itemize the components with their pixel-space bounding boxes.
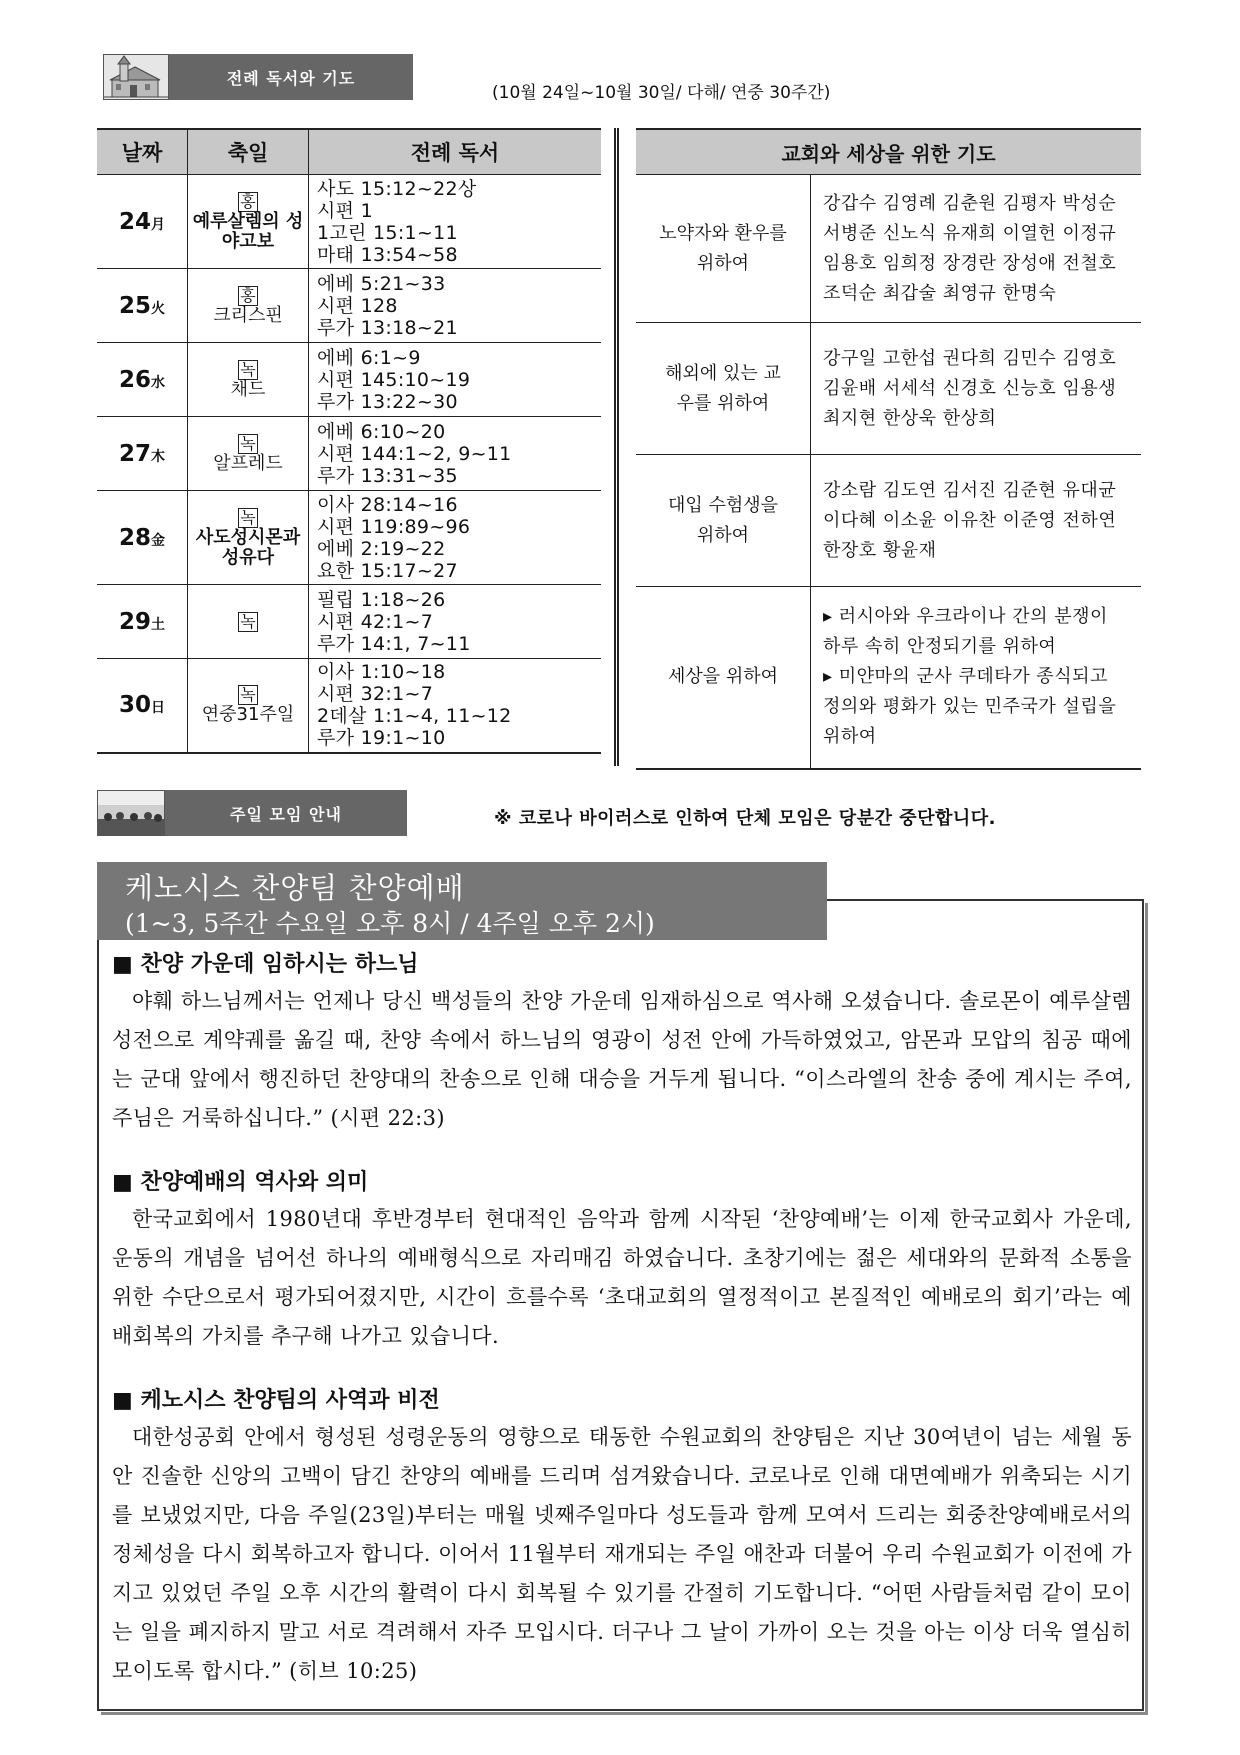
day-number: 26 — [118, 366, 151, 393]
reading-ref: 루가 14:1, 7~11 — [317, 632, 471, 655]
readings-row — [97, 585, 601, 659]
meeting-header — [97, 790, 407, 836]
feast-cell — [188, 269, 309, 343]
reading-ref: 사도 15:12~22상 — [317, 177, 477, 200]
weekday: 火 — [151, 300, 165, 317]
feast-cell — [188, 659, 309, 753]
prayer-names — [811, 175, 1142, 323]
liturgical-color: 녹 — [240, 685, 256, 705]
prayer-row — [636, 455, 1141, 587]
readings-row — [97, 659, 601, 753]
weekday: 月 — [151, 216, 165, 233]
readings-cell — [309, 585, 602, 659]
liturgical-color: 녹 — [240, 611, 256, 631]
meeting-photo — [97, 790, 165, 836]
church-icon — [103, 54, 169, 100]
feast-name: 채드 — [230, 378, 266, 400]
reading-ref: 시편 128 — [317, 294, 398, 317]
section-body: 야훼 하느님께서는 언제나 당신 백성들의 찬양 가운데 임재하심으로 역사해 오셨습니다. 솔로몬이 예루살렘 성전으로 계약궤를 옮길 때, 찬양 속에서 하느님의 영광이 성전 안에 가득하였었고, 암몬과 모압의 침공 때에는 군대 앞에서 행진하던 찬양대의 찬송으로 인해 대승을 거두게 됩니다. “이스라엘의 찬송 중에 계시는 주여, 주님은 거룩하십니다.” (시편 22:3) — [112, 989, 1132, 1130]
readings-cell — [309, 491, 602, 585]
col-date: 날짜 — [97, 129, 188, 175]
feast-cell — [188, 585, 309, 659]
kenosis-section-3 — [112, 1384, 1132, 1691]
kenosis-section-2 — [112, 1166, 1132, 1356]
readings-row — [97, 175, 601, 269]
section-heading: ■ 찬양예배의 역사와 의미 — [112, 1170, 369, 1195]
day-number: 27 — [118, 440, 151, 467]
liturgical-color: 홍 — [240, 191, 256, 211]
prayer-line: ▸ 미얀마의 군사 쿠데타가 종식되고 — [823, 666, 1108, 688]
prayer-topic — [636, 455, 811, 587]
section-heading: ■ 케노시스 찬양팀의 사역과 비전 — [112, 1388, 440, 1413]
kenosis-section-1 — [112, 948, 1132, 1138]
prayer-line: 정의와 평화가 있는 민주국가 설립을 — [823, 696, 1117, 718]
reading-ref: 시편 1 — [317, 199, 374, 222]
date-cell — [97, 269, 188, 343]
reading-ref: 시편 42:1~7 — [317, 610, 434, 633]
week-info: (10월 24일~10월 30일/ 다해/ 연중 30주간) — [492, 83, 831, 103]
day-number: 25 — [118, 292, 151, 319]
liturgical-color: 녹 — [240, 359, 256, 379]
date-cell — [97, 343, 188, 417]
day-number: 30 — [118, 692, 151, 719]
prayer-topic-text: 해외에 있는 교우를 위하여 — [665, 362, 781, 414]
covid-notice: ※ 코로나 바이러스로 인하여 단체 모임은 당분간 중단합니다. — [494, 808, 997, 829]
weekday: 土 — [151, 616, 165, 633]
date-cell — [97, 659, 188, 753]
date-cell — [97, 417, 188, 491]
section-body: 대한성공회 안에서 형성된 성령운동의 영향으로 태동한 수원교회의 찬양팀은 지난 30여년이 넘는 세월 동안 진솔한 신앙의 고백이 담긴 찬양의 예배를 드리며 섬겨왔습니다. 코로나로 인해 대면예배가 위축되는 시기를 보냈었지만, 다음 주일(23일)부터는 매월 넷째주일마다 성도들과 함께 모여서 드리는 회중찬양예배로서의 정체성을 다시 회복하고자 합니다. 이어서 11월부터 재개되는 주일 애찬과 더불어 우리 수원교회가 이전에 가지고 있었던 주일 오후 시간의 활력이 다시 회복될 수 있기를 간절히 기도합니다. “어떤 사람들처럼 같이 모이는 일을 폐지하지 말고 서로 격려해서 자주 모입시다. 더구나 그 날이 가까이 오는 것을 아는 이상 더욱 열심히 모이도록 합시다.” (히브 10:25) — [112, 1425, 1132, 1683]
prayer-topic-text: 노약자와 환우를 위하여 — [659, 222, 787, 274]
reading-ref: 시편 144:1~2, 9~11 — [317, 442, 512, 465]
reading-ref: 에베 5:21~33 — [317, 272, 446, 295]
meeting-header-title: 주일 모임 안내 — [165, 790, 407, 836]
readings-cell — [309, 417, 602, 491]
prayer-topic-text: 대입 수험생을 위하여 — [667, 494, 779, 546]
reading-ref: 루가 13:31~35 — [317, 464, 458, 487]
feast-name: 알프레드 — [213, 452, 283, 474]
readings-cell — [309, 659, 602, 753]
day-number: 29 — [118, 608, 151, 635]
reading-ref: 루가 13:22~30 — [317, 390, 458, 413]
readings-header-title: 전례 독서와 기도 — [169, 54, 413, 100]
prayer-names — [811, 587, 1142, 769]
readings-table — [97, 128, 601, 754]
feast-name: 예루살렘의 성 야고보 — [192, 210, 304, 252]
prayer-topic — [636, 587, 811, 769]
prayer-line: 한장호 황윤재 — [823, 539, 937, 561]
feast-cell — [188, 417, 309, 491]
prayer-line: 강구일 고한섭 권다희 김민수 김영호 — [823, 347, 1117, 369]
reading-ref: 시편 32:1~7 — [317, 683, 434, 706]
prayer-line: 강갑수 김영례 김춘원 김평자 박성순 — [823, 192, 1117, 214]
prayer-line: 하루 속히 안정되기를 위하여 — [823, 636, 1057, 658]
reading-ref: 2데살 1:1~4, 11~12 — [317, 705, 512, 728]
day-number: 24 — [118, 208, 151, 235]
readings-row — [97, 269, 601, 343]
prayer-topic — [636, 323, 811, 455]
reading-ref: 이사 28:14~16 — [317, 493, 458, 516]
liturgical-color: 녹 — [240, 507, 256, 527]
reading-ref: 시편 145:10~19 — [317, 368, 471, 391]
reading-ref: 에베 2:19~22 — [317, 537, 446, 560]
date-cell — [97, 175, 188, 269]
liturgical-color: 홍 — [240, 285, 256, 305]
feast-cell — [188, 175, 309, 269]
prayer-table — [636, 128, 1141, 770]
prayer-row — [636, 587, 1141, 769]
readings-cell — [309, 269, 602, 343]
prayer-line: 최지현 한상욱 한상희 — [823, 407, 997, 429]
feast-name: 사도성시몬과 성유다 — [195, 526, 301, 568]
reading-ref: 이사 1:10~18 — [317, 661, 446, 684]
prayer-line: 강소람 김도연 김서진 김준현 유대균 — [823, 479, 1117, 501]
section-heading: ■ 찬양 가운데 임하시는 하느님 — [112, 952, 419, 977]
weekday: 日 — [151, 700, 165, 717]
feast-name: 크리스핀 — [213, 304, 283, 326]
prayer-topic-text: 세상을 위하여 — [667, 666, 779, 688]
readings-row — [97, 343, 601, 417]
prayer-line: 이다혜 이소윤 이유찬 이준영 전하연 — [823, 509, 1117, 531]
kenosis-title-bar — [97, 862, 827, 940]
weekday: 金 — [151, 532, 165, 549]
reading-ref: 마태 13:54~58 — [317, 243, 458, 266]
column-divider — [614, 128, 619, 766]
day-number: 28 — [118, 524, 151, 551]
readings-cell — [309, 343, 602, 417]
kenosis-subtitle: (1~3, 5주간 수요일 오후 8시 / 4주일 오후 2시) — [125, 909, 655, 938]
readings-header — [103, 54, 413, 100]
weekday: 木 — [151, 448, 165, 465]
feast-cell — [188, 491, 309, 585]
prayer-row — [636, 175, 1141, 323]
section-body: 한국교회에서 1980년대 후반경부터 현대적인 음악과 함께 시작된 ‘찬양예배’는 이제 한국교회사 가운데, 운동의 개념을 넘어선 하나의 예배형식으로 자리매김 하였습니다. 초창기에는 젊은 세대와의 문화적 소통을 위한 수단으로서 평가되어졌지만, 시간이 흐를수록 ‘초대교회의 열정적이고 본질적인 예배로의 회기’라는 예배회복의 가치를 추구해 나가고 있습니다. — [112, 1207, 1132, 1348]
weekday: 水 — [151, 374, 165, 391]
feast-cell — [188, 343, 309, 417]
readings-cell — [309, 175, 602, 269]
reading-ref: 요한 15:17~27 — [317, 559, 458, 582]
reading-ref: 시편 119:89~96 — [317, 515, 471, 538]
prayer-line: ▸ 러시아와 우크라이나 간의 분쟁이 — [823, 606, 1108, 628]
feast-name: 연중31주일 — [201, 704, 295, 726]
reading-ref: 필립 1:18~26 — [317, 588, 446, 611]
readings-table-header — [97, 129, 601, 175]
reading-ref: 에베 6:10~20 — [317, 420, 446, 443]
prayer-row — [636, 323, 1141, 455]
date-cell — [97, 585, 188, 659]
reading-ref: 루가 19:1~10 — [317, 727, 446, 750]
prayer-table-header: 교회와 세상을 위한 기도 — [636, 129, 1141, 175]
reading-ref: 루가 13:18~21 — [317, 316, 458, 339]
prayer-line: 임용호 임희정 장경란 장성애 전철호 — [823, 252, 1117, 274]
prayer-line: 김윤배 서세석 신경호 신능호 임용생 — [823, 377, 1117, 399]
prayer-line: 위하여 — [823, 726, 877, 748]
prayer-topic — [636, 175, 811, 323]
liturgical-color: 녹 — [240, 433, 256, 453]
kenosis-title: 케노시스 찬양팀 찬양예배 — [125, 871, 465, 905]
col-feast: 축일 — [188, 129, 309, 175]
reading-ref: 1고린 15:1~11 — [317, 221, 458, 244]
readings-row — [97, 491, 601, 585]
prayer-names — [811, 323, 1142, 455]
date-cell — [97, 491, 188, 585]
col-readings: 전례 독서 — [309, 129, 602, 175]
prayer-line: 서병준 신노식 유재희 이열헌 이정규 — [823, 222, 1117, 244]
readings-row — [97, 417, 601, 491]
prayer-line: 조덕순 최갑술 최영규 한명숙 — [823, 282, 1057, 304]
reading-ref: 에베 6:1~9 — [317, 346, 421, 369]
prayer-names — [811, 455, 1142, 587]
